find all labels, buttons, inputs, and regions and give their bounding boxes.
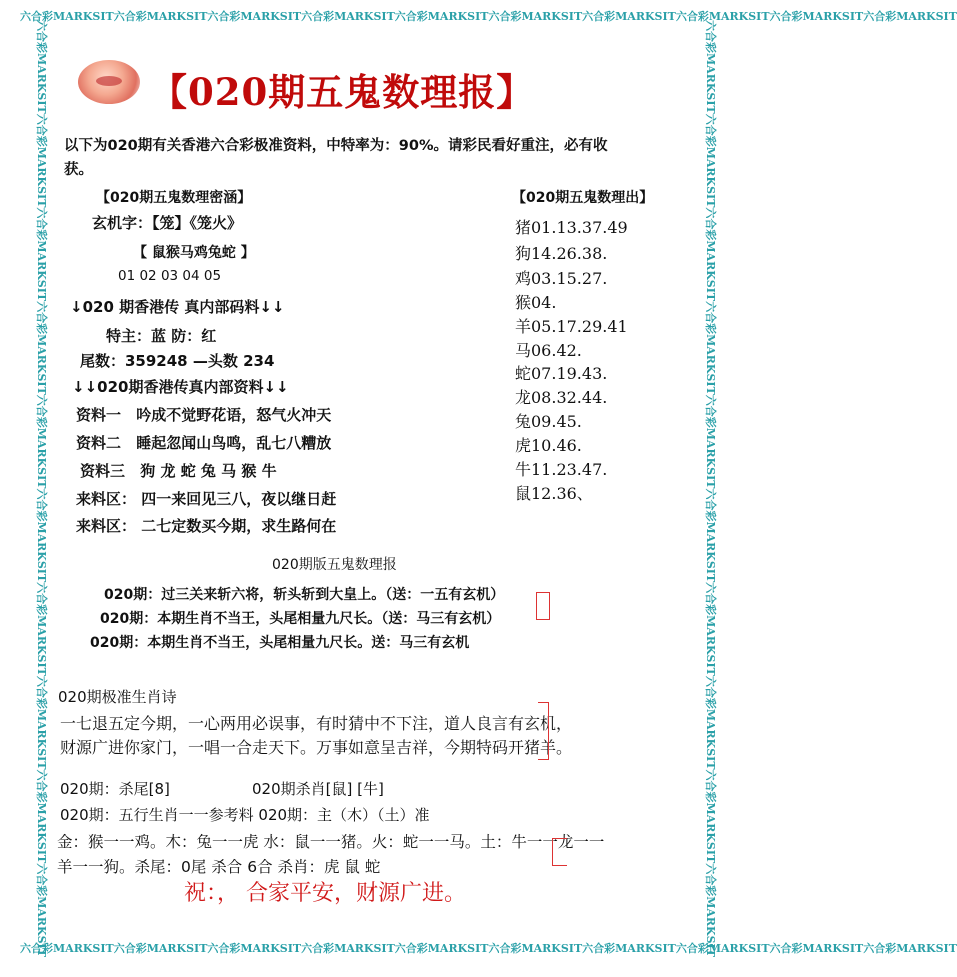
- ziliao-text-5: 二七定数买今期，求生路何在: [141, 517, 337, 535]
- border-watermark-top: 六合彩MARKSIT六合彩MARKSIT六合彩MARKSIT六合彩MARKSIT六合彩MARKSIT六合彩MARKSIT六合彩MARKSIT六合彩MARKSIT六合彩MARKSIT六合彩MARKSIT: [20, 10, 957, 23]
- tezhu-line: 特主：蓝 防：红: [106, 327, 217, 345]
- intro-line-1: 以下为020期有关香港六合彩极准资料，中特率为：90%。请彩民看好重注，必有收: [64, 138, 608, 154]
- right-item-goat: 羊05.17.29.41: [515, 317, 628, 336]
- ziliao-row-3: [80, 460, 277, 481]
- ziliao-label-2: 资料二: [76, 434, 122, 452]
- ziliao-label-4: 来料区：: [76, 490, 137, 508]
- poem-line-2: 财源广进你家门，一唱一合走天下。万事如意呈吉祥，今期特码开猪羊。: [60, 738, 573, 757]
- border-watermark-right: [704, 20, 723, 957]
- right-item-dog: 狗14.26.38.: [515, 244, 608, 263]
- right-header: 【020期五鬼数理出】: [512, 190, 654, 206]
- elements-line-2: 羊一一狗。杀尾：0尾 杀合 6合 杀肖：虎 鼠 蛇: [57, 858, 381, 876]
- poem-line-1: 一七退五定今期，一心两用必误事，有时猜中不下注，道人良言有玄机，: [60, 714, 573, 733]
- ziliao-label-1: 资料一: [76, 406, 122, 424]
- ziliao-row-2: [76, 432, 331, 453]
- numbers-line: 01 02 03 04 05: [118, 268, 222, 284]
- wuxing-line: 020期：五行生肖一一参考料 020期：主（木）（土）准: [60, 806, 430, 824]
- ziliao-row-1: [76, 404, 331, 425]
- neibu-header: ↓020 期香港传 真内部码料↓↓: [70, 298, 285, 316]
- middle-line-2: 020期：本期生肖不当王，头尾相量九尺长。（送：马三有玄机）: [100, 611, 501, 627]
- right-item-tiger: 虎10.46.: [515, 436, 582, 455]
- weishu-line: 尾数：359248 —头数 234: [80, 352, 275, 370]
- ziliao-text-2: 睡起忽闻山鸟鸣，乱七八糟放: [136, 434, 332, 452]
- middle-line-3: 020期：本期生肖不当王，头尾相量九尺长。送：马三有玄机: [90, 635, 470, 651]
- ziliao-label-5: 来料区：: [76, 517, 137, 535]
- middle-line-1: 020期：过三关来斩六将，斩头斩到大皇上。（送：一五有玄机）: [104, 587, 505, 603]
- ziliao-row-4: [76, 488, 336, 509]
- ziliao-text-1: 吟成不觉野花语，怒气火冲天: [136, 406, 332, 424]
- right-item-rat: 鼠12.36、: [515, 484, 593, 503]
- border-watermark-bottom: 六合彩MARKSIT六合彩MARKSIT六合彩MARKSIT六合彩MARKSIT六合彩MARKSIT六合彩MARKSIT六合彩MARKSIT六合彩MARKSIT六合彩MARKSIT六合彩MARKSIT: [20, 942, 957, 955]
- poem-heading: 020期极准生肖诗: [58, 688, 177, 706]
- logo-face-icon: [78, 60, 140, 104]
- middle-heading: 020期版五鬼数理报: [272, 557, 397, 573]
- right-item-horse: 马06.42.: [515, 341, 582, 360]
- ziliao-label-3: 资料三: [80, 462, 126, 480]
- ziliao-header: ↓↓020期香港传真内部资料↓↓: [72, 378, 289, 396]
- left-header: 【020期五鬼数理密涵】: [96, 190, 252, 206]
- right-item-rabbit: 兔09.45.: [515, 412, 582, 431]
- blessing-text: 祝：， 合家平安，财源广进。: [184, 881, 466, 906]
- right-item-snake: 蛇07.19.43.: [515, 364, 608, 383]
- red-scribble-mark: [536, 592, 550, 620]
- right-item-rooster: 鸡03.15.27.: [515, 269, 608, 288]
- right-item-monkey: 猴04.: [515, 293, 557, 312]
- page-title: 【020期五鬼数理报】: [150, 70, 535, 114]
- xuanji-text: 玄机字：【笼】《笼火》: [92, 214, 243, 232]
- right-item-ox: 牛11.23.47.: [515, 460, 608, 479]
- ziliao-text-3: 狗 龙 蛇 兔 马 猴 牛: [140, 462, 277, 480]
- border-watermark-left: [35, 20, 54, 957]
- ziliao-text-4: 四一来回见三八，夜以继日赶: [141, 490, 337, 508]
- border-watermark-right-text: 六合彩MARKSIT六合彩MARKSIT六合彩MARKSIT六合彩MARKSIT六合彩MARKSIT六合彩MARKSIT六合彩MARKSIT六合彩MARKSIT六合彩MARKSIT六合彩MARKSIT: [704, 20, 717, 957]
- bracket-animals: 【 鼠猴马鸡兔蛇 】: [133, 245, 255, 261]
- red-scribble-mark: [552, 838, 567, 866]
- border-watermark-left-text: 六合彩MARKSIT六合彩MARKSIT六合彩MARKSIT六合彩MARKSIT六合彩MARKSIT六合彩MARKSIT六合彩MARKSIT六合彩MARKSIT六合彩MARKSIT六合彩MARKSIT: [35, 20, 48, 957]
- right-item-dragon: 龙08.32.44.: [515, 388, 608, 407]
- elements-line-1: 金：猴一一鸡。木：兔一一虎 水：鼠一一猪。火：蛇一一马。土：牛一一龙一一: [57, 833, 605, 851]
- intro-line-2: 获。: [64, 162, 93, 178]
- sha-xiao-line: 020期杀肖[鼠] [牛]: [252, 780, 384, 798]
- header: [150, 62, 550, 114]
- red-scribble-mark: [538, 702, 549, 760]
- ziliao-row-5: [76, 515, 336, 536]
- sha-wei-line: 020期：杀尾[8]: [60, 780, 170, 798]
- right-item-pig: 猪01.13.37.49: [515, 218, 628, 237]
